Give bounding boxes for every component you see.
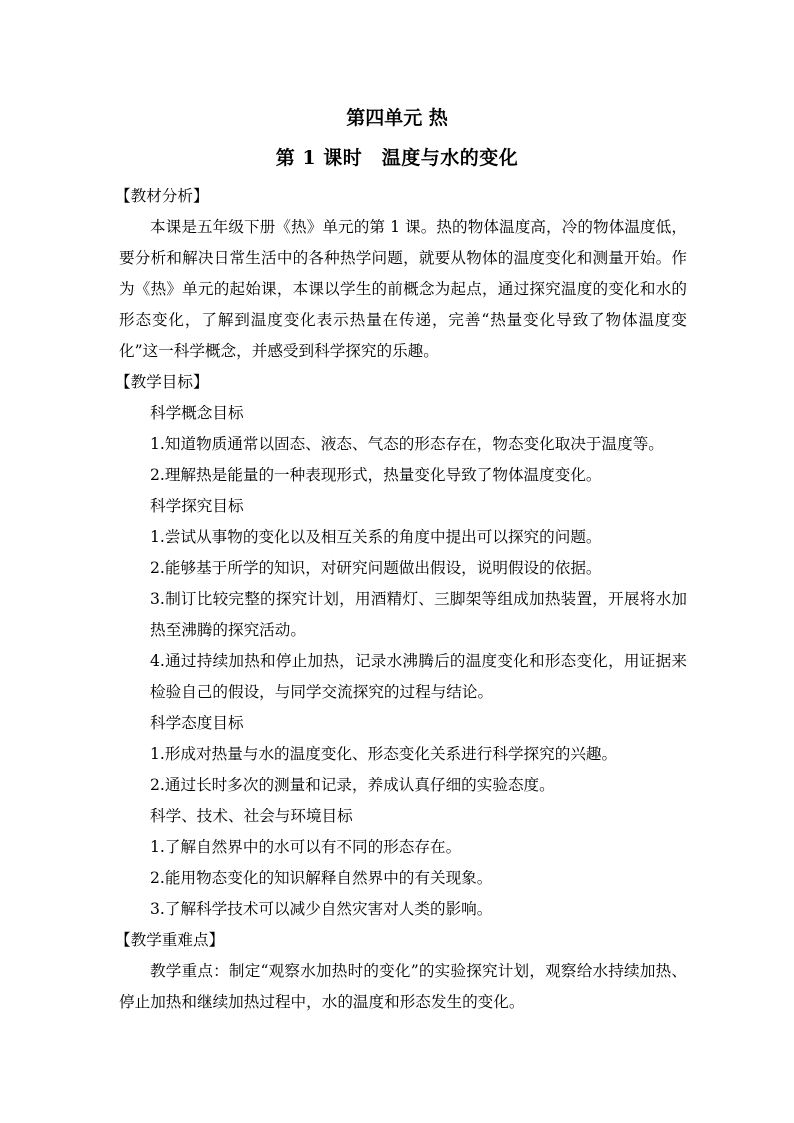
analysis-paragraph: 本课是五年级下册《热》单元的第 1 课。热的物体温度高，冷的物体温度低，要分析和解决日常生活中的各种热学问题，就要从物体的温度变化和测量开始。作为《热》单元的起始课，本课以学生的前概念为起点，通过探究温度的变化和水的形态变化，了解到温度变化表示热量在传递，完善“热量变化导致了物体温度变化”这一科学概念，并感受到科学探究的乐趣。 bbox=[119, 218, 687, 360]
unit-title: 第四单元 热 bbox=[346, 107, 448, 129]
inquiry-goals-title: 科学探究目标 bbox=[150, 497, 244, 515]
key-points-heading: 【教学重难点】 bbox=[115, 931, 225, 949]
inquiry-goal-item: 2.能够基于所学的知识，对研究问题做出假设，说明假设的依据。 bbox=[150, 559, 602, 577]
analysis-heading: 【教材分析】 bbox=[115, 187, 209, 205]
inquiry-goal-item: 4.通过持续加热和停止加热，记录水沸腾后的温度变化和形态变化，用证据来检验自己的假设，与同学交流探究的过程与结论。 bbox=[150, 652, 687, 701]
key-points-paragraph: 教学重点：制定“观察水加热时的变化”的实验探究计划，观察给水持续加热、停止加热和继续加热过程中，水的温度和形态发生的变化。 bbox=[119, 962, 687, 1011]
inquiry-goal-item: 1.尝试从事物的变化以及相互关系的角度中提出可以探究的问题。 bbox=[150, 528, 602, 546]
concept-goals-title: 科学概念目标 bbox=[150, 404, 244, 422]
attitude-goal-item: 1.形成对热量与水的温度变化、形态变化关系进行科学探究的兴趣。 bbox=[150, 745, 618, 763]
inquiry-goal-item: 3.制订比较完整的探究计划，用酒精灯、三脚架等组成加热装置，开展将水加热至沸腾的探究活动。 bbox=[150, 590, 687, 639]
stse-goal-item: 1.了解自然界中的水可以有不同的形态存在。 bbox=[150, 838, 462, 856]
attitude-goals-title: 科学态度目标 bbox=[150, 714, 244, 732]
document-body bbox=[115, 181, 687, 1018]
stse-goal-item: 2.能用物态变化的知识解释自然界中的有关现象。 bbox=[150, 869, 493, 887]
concept-goal-item: 1.知道物质通常以固态、液态、气态的形态存在，物态变化取决于温度等。 bbox=[150, 435, 664, 453]
stse-goal-item: 3.了解科学技术可以减少自然灾害对人类的影响。 bbox=[150, 900, 493, 918]
attitude-goal-item: 2.通过长时多次的测量和记录，养成认真仔细的实验态度。 bbox=[150, 776, 555, 794]
goals-heading: 【教学目标】 bbox=[115, 373, 209, 391]
concept-goal-item: 2.理解热是能量的一种表现形式，热量变化导致了物体温度变化。 bbox=[150, 466, 602, 484]
stse-goals-title: 科学、技术、社会与环境目标 bbox=[150, 807, 353, 825]
lesson-title: 第 1 课时 温度与水的变化 bbox=[275, 147, 519, 169]
